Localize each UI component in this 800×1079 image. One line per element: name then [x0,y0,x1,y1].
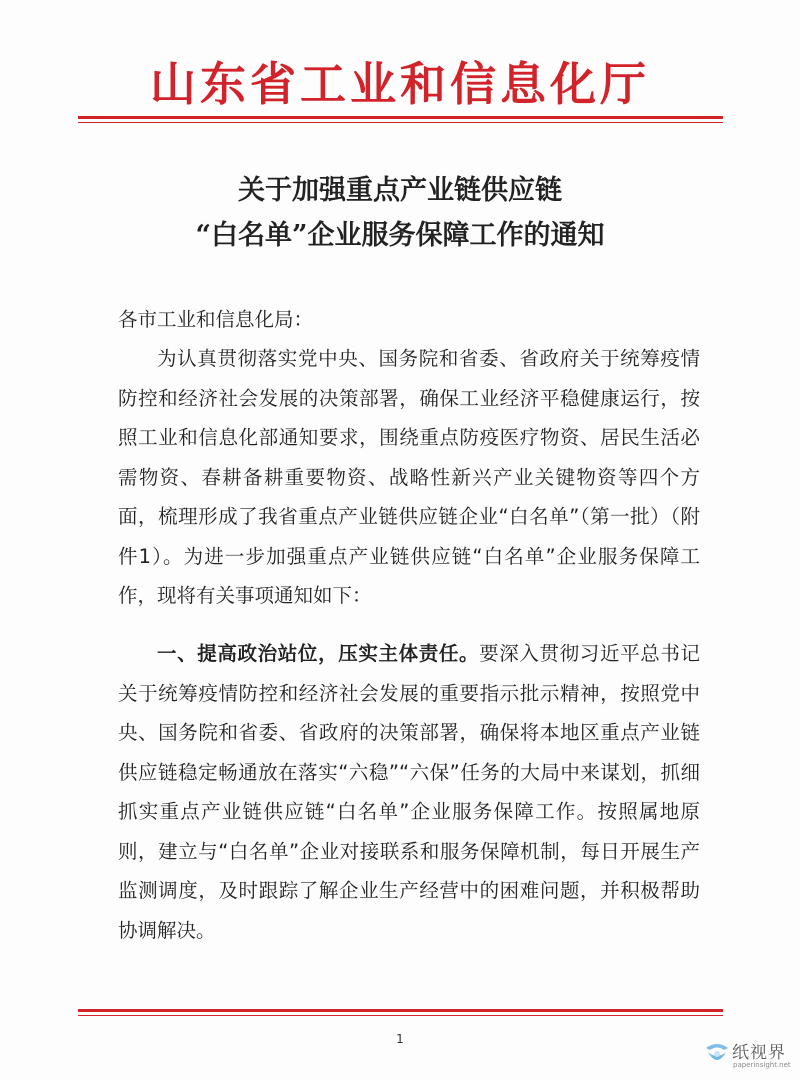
watermark-url: paperinsight.net [733,1061,791,1069]
footer-rule-thin [78,1015,723,1016]
page-number: 1 [396,1032,404,1046]
org-title: 山东省工业和信息化厅 [150,57,650,111]
watermark [702,1036,798,1076]
header-rule-thick [78,116,723,119]
section-heading-1: 一、提高政治站位，压实主体责任。 [157,642,480,665]
body-paragraph-2 [118,634,700,950]
watermark-logo-text: 纸视界 [732,1043,786,1063]
document-title-line-2: “白名单”企业服务保障工作的通知 [195,220,605,251]
body-paragraph-1: 为认真贯彻落实党中央、国务院和省委、省政府关于统筹疫情防控和经济社会发展的决策部署，确保工业经济平稳健康运行，按照工业和信息化部通知要求，围绕重点防疫医疗物资、居民生活必需物资、春耕备耕重要物资、战略性新兴产业关键物资等四个方面，梳理形成了我省重点产业链供应链企业“白名单”（第一批）（附件1）。为进一步加强重点产业链供应链“白名单”企业服务保障工作，现将有关事项通知如下： [118,347,700,607]
header-rule-thin [78,122,723,123]
document-title-line-1: 关于加强重点产业链供应链 [238,175,562,206]
footer-rule-thick [78,1009,723,1012]
section-body-1: 要深入贯彻习近平总书记关于统筹疫情防控和经济社会发展的重要指示批示精神，按照党中央、国务院和省委、省政府的决策部署，确保将本地区重点产业链供应链稳定畅通放在落实“六稳”“六保”任务的大局中来谋划，抓细抓实重点产业链供应链“白名单”企业服务保障工作。按照属地原则，建立与“白名单”企业对接联系和服务保障机制，每日开展生产监测调度，及时跟踪了解企业生产经营中的困难问题，并积极帮助协调解决。 [118,642,700,942]
paperinsight-logo-icon [702,1038,732,1072]
salutation: 各市工业和信息化局： [118,308,314,331]
